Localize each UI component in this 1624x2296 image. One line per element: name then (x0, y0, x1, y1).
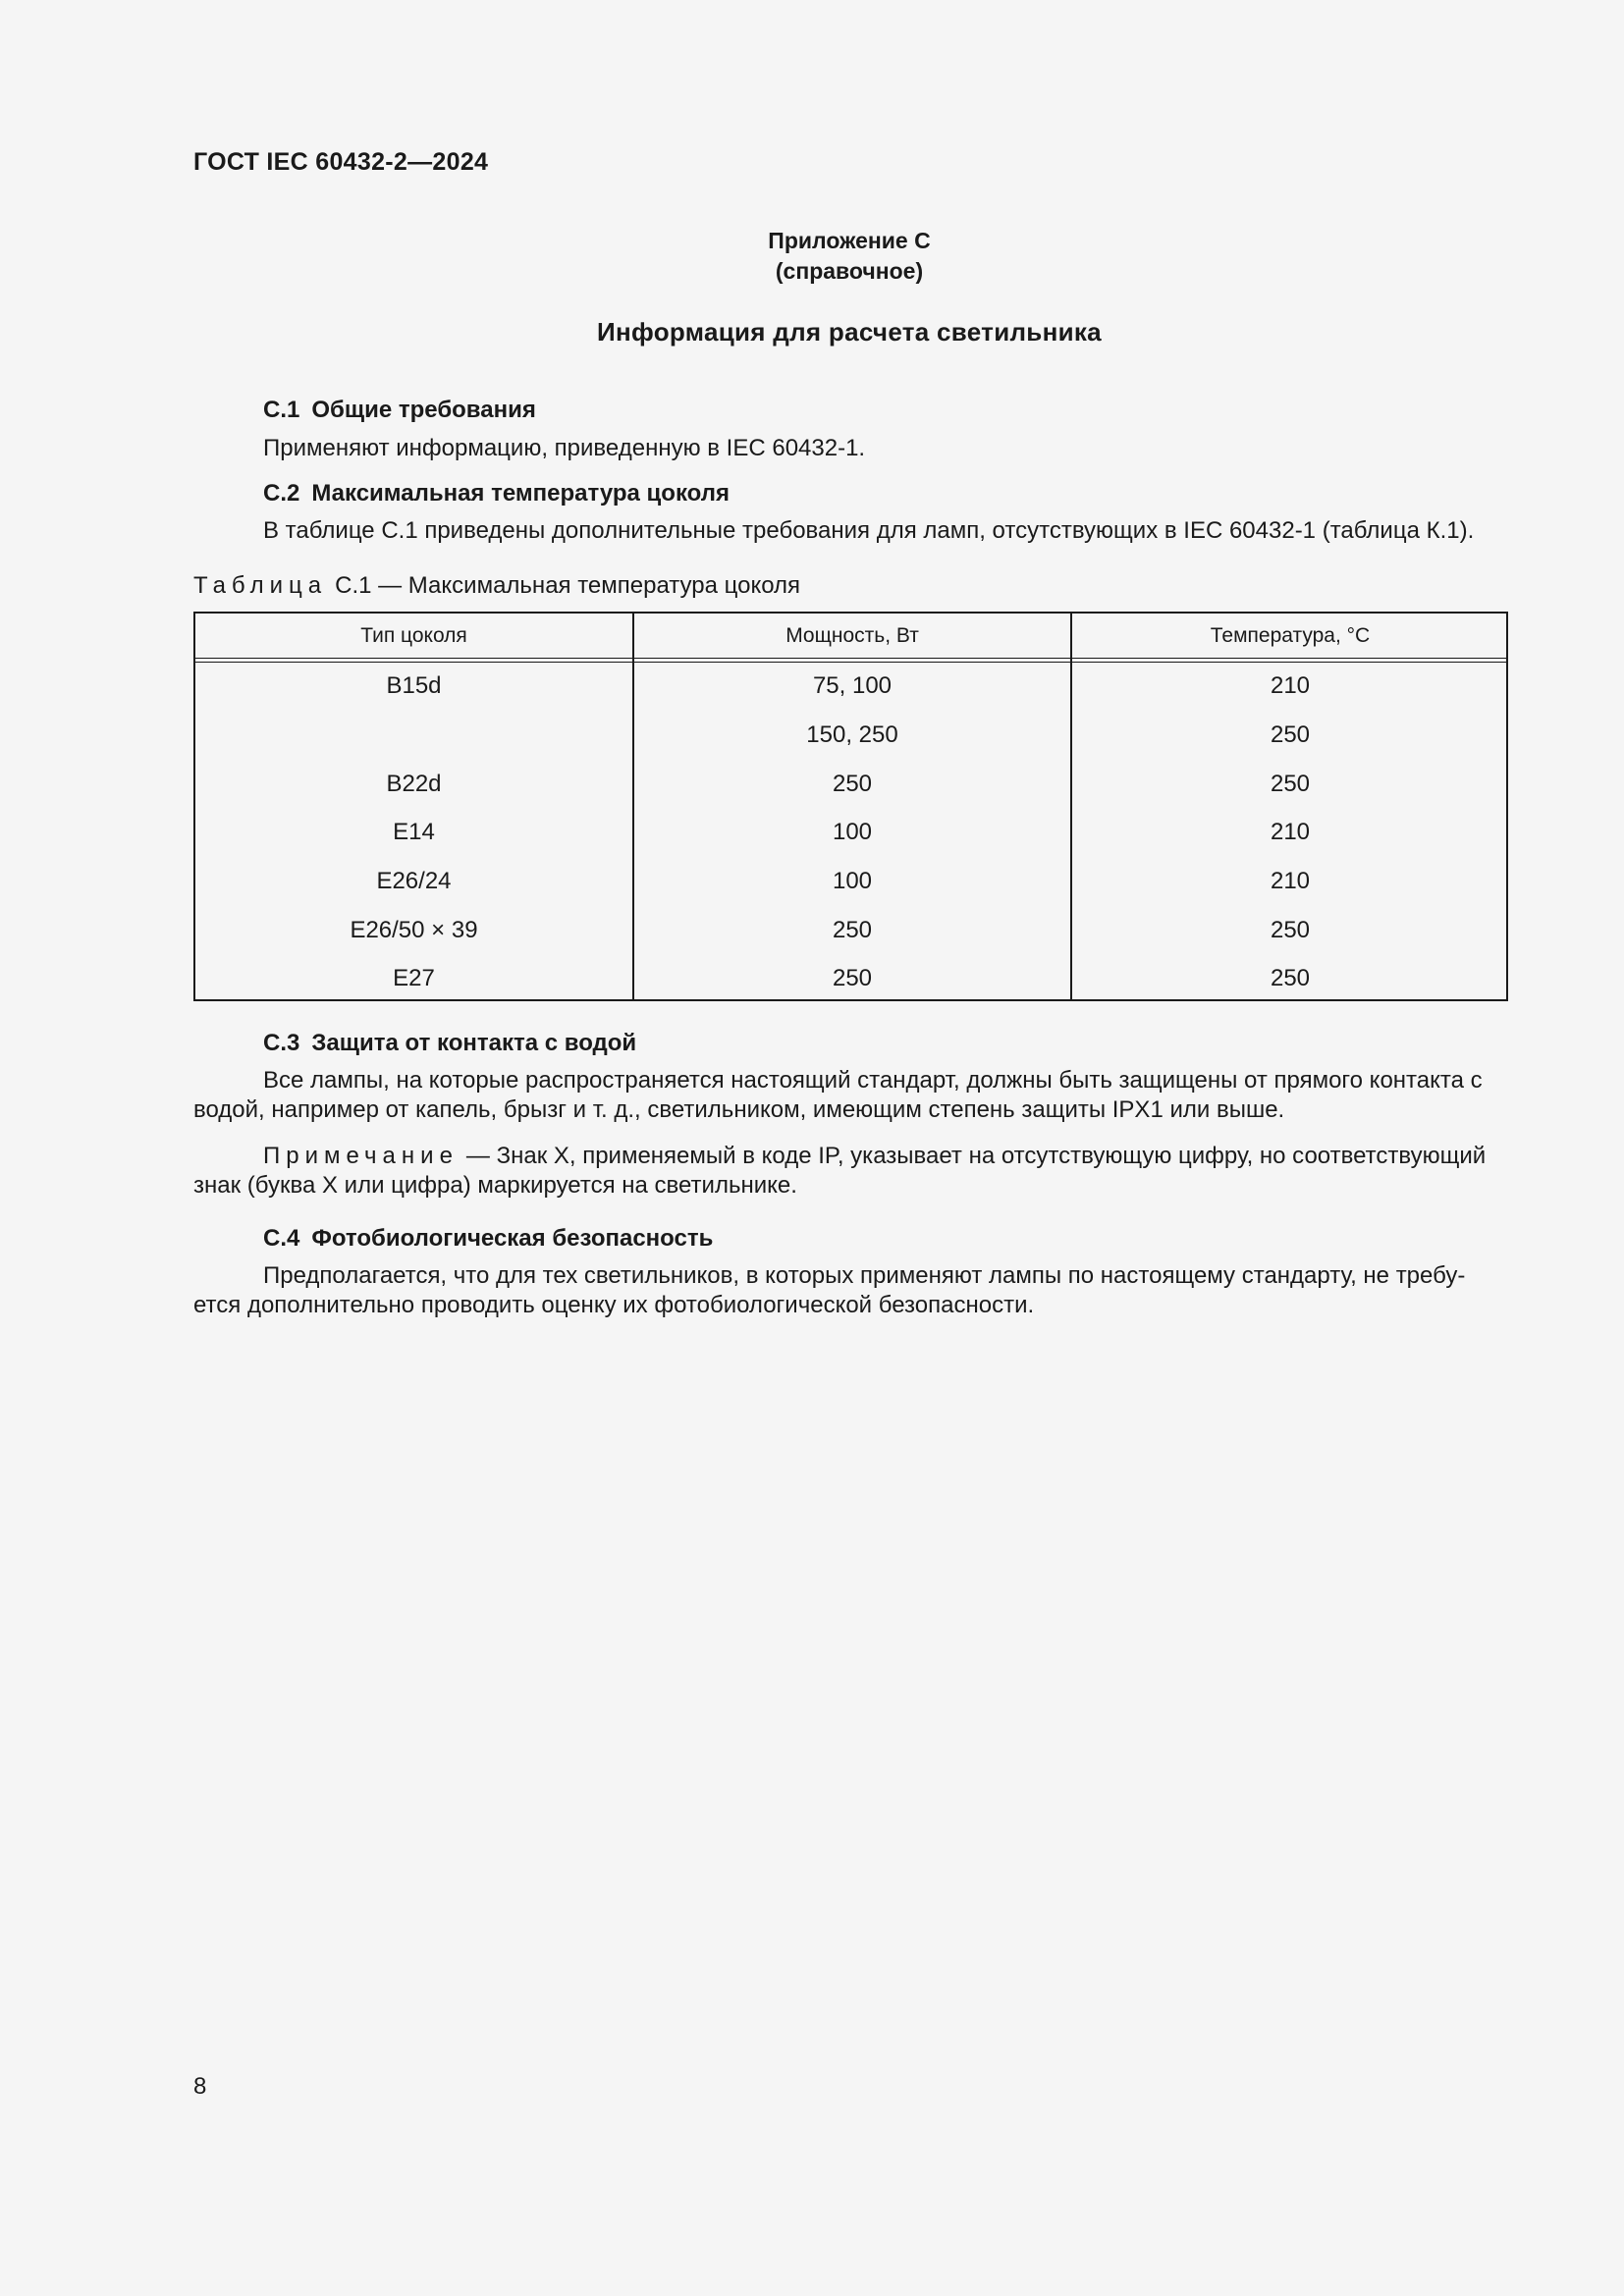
section-c3-body: Все лампы, на которые распространяется настоящий стандарт, должны быть защищены от прямого контакта с водой, например от капель, брызг и т. д., светильником, имеющим степень защиты IPX1 или выше. (193, 1067, 1483, 1123)
page-number: 8 (193, 2073, 207, 2100)
section-c2-heading (263, 480, 730, 507)
table-cell-power: 75, 100 (812, 672, 893, 699)
section-title: Общие требования (311, 397, 536, 423)
section-title: Фотобиологическая безопасность (311, 1225, 714, 1252)
table-cell-base: E27 (393, 965, 435, 991)
section-c1-text: Применяют информацию, приведенную в IEC 60432-1. (263, 435, 866, 461)
table-cell-temperature: 250 (1270, 965, 1311, 991)
section-c3-note (193, 1142, 1507, 1201)
section-number: С.4 (263, 1225, 300, 1252)
table-cell-power: 250 (832, 917, 873, 943)
section-c1-heading (263, 397, 536, 424)
section-number: С.3 (263, 1030, 300, 1056)
table-cell-base (195, 711, 632, 760)
section-c3-text (193, 1066, 1507, 1125)
table-cell-base: B22d (386, 771, 442, 797)
table-cell-power: 250 (832, 965, 873, 991)
section-number: С.1 (263, 397, 300, 423)
table-cell-base: E26/24 (376, 868, 452, 894)
table-cell-base: B15d (386, 672, 442, 699)
note-label: Примечание (263, 1143, 459, 1169)
header-cell-temperature: Температура, °С (1210, 624, 1371, 647)
table-cell-temperature: 250 (1270, 771, 1311, 797)
document-code: ГОСТ IEC 60432-2—2024 (193, 148, 489, 176)
annex-label: Приложение С (768, 228, 931, 253)
table-cell-base: E14 (393, 819, 435, 845)
annex-status: (справочное) (775, 258, 924, 284)
table-cell-power: 250 (832, 771, 873, 797)
table-cell-temperature: 210 (1270, 868, 1311, 894)
annex-title: Информация для расчета светильника (597, 317, 1102, 347)
header-cell-power: Мощность, Вт (785, 624, 919, 647)
section-c4-text (193, 1261, 1507, 1320)
section-c4-body: Предполагается, что для тех светильников, в которых применяют лампы по настоящему стандарту, не требу-ется дополнительно проводить оценку их фотобиологической безопасности. (193, 1262, 1466, 1318)
base-temperature-table (193, 612, 1508, 1001)
section-title: Защита от контакта с водой (311, 1030, 637, 1056)
note-text: — Знак X, применяемый в коде IP, указывает на отсутствующую цифру, но соответствующий знак (буква X или цифра) маркируется на светильнике. (193, 1143, 1487, 1199)
table-cell-power: 150, 250 (806, 721, 898, 748)
section-c4-heading (263, 1225, 713, 1253)
table-cell-base: E26/50 × 39 (350, 917, 478, 943)
table-cell-temperature: 250 (1270, 917, 1311, 943)
section-title: Максимальная температура цоколя (311, 480, 730, 507)
annex-heading (0, 226, 1624, 287)
section-c2-text: В таблице С.1 приведены дополнительные требования для ламп, отсутствующих в IEC 60432-1 (таблица К.1). (263, 517, 1475, 544)
table-cell-temperature: 250 (1270, 721, 1311, 748)
table-caption (193, 572, 800, 600)
section-number: С.2 (263, 480, 300, 507)
section-c3-heading (263, 1030, 636, 1057)
header-cell-base-type: Тип цоколя (360, 624, 467, 647)
table-cell-power: 100 (832, 819, 873, 845)
table-cell-power: 100 (832, 868, 873, 894)
table-caption-text: С.1 — Максимальная температура цоколя (335, 572, 801, 599)
table-cell-temperature: 210 (1270, 672, 1311, 699)
table-cell-temperature: 210 (1270, 819, 1311, 845)
table-caption-label: Таблица (193, 572, 328, 599)
